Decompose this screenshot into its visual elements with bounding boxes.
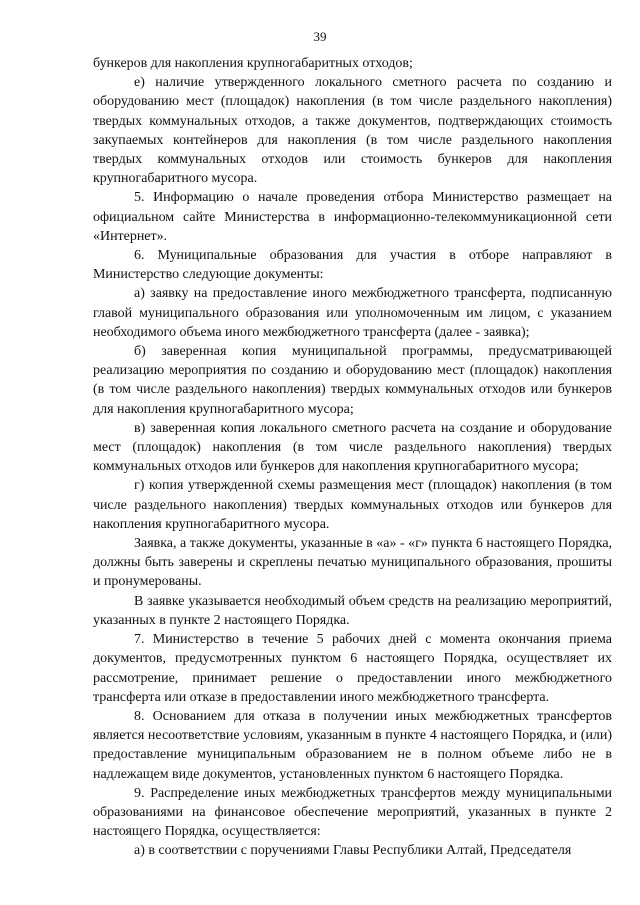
paragraph-funding-amount: В заявке указывается необходимый объем средств на реализацию мероприятий, указанных в пункте 2 настоящего Порядка. (93, 593, 612, 628)
paragraph-8: 8. Основанием для отказа в получении иных межбюджетных трансфертов является несоответствие условиям, указанным в пункте 4 настоящего Порядка, и (или) предоставление муниципальным образованием не в полном объеме либо не в надлежащем виде документов, установленных пунктом 6 настоящего Порядка. (93, 708, 612, 782)
paragraph-6a: а) заявку на предоставление иного межбюджетного трансферта, подписанную главой муниципального образования или уполномоченным им лицом, с указанием необходимого объема иного межбюджетного трансферта (далее - заявка); (93, 286, 612, 340)
paragraph-9a: а) в соответствии с поручениями Главы Республики Алтай, Председателя (134, 843, 572, 859)
document-body (93, 54, 612, 861)
continued-paragraph: бункеров для накопления крупногабаритных отходов; (93, 56, 413, 71)
paragraph-9: 9. Распределение иных межбюджетных трансфертов между муниципальными образованиями на финансовое обеспечение мероприятий, указанных в пункте 2 настоящего Порядка, осуществляется: (93, 785, 612, 840)
paragraph-item-e: е) наличие утвержденного локального сметного расчета по созданию и оборудованию мест (площадок) накопления (в том числе раздельного накопления) твердых коммунальных отходов, а также документов, подтверждающих стоимость закупаемых контейнеров для накопления (в том числе раздельного накопления твердых коммунальных отходов или стоимость бункеров для накопления крупногабаритного мусора. (93, 75, 612, 187)
paragraph-7: 7. Министерство в течение 5 рабочих дней с момента окончания приема документов, предусмотренных пунктом 6 настоящего Порядка, осуществляет их рассмотрение, принимает решение о предоставлении иного межбюджетного трансферта или отказе в предоставлении иного межбюджетного трансферта. (93, 632, 612, 705)
paragraph-6b: б) заверенная копия муниципальной программы, предусматривающей реализацию мероприятия по созданию и оборудованию мест (площадок) накопления (в том числе раздельного накопления) твердых коммунальных отходов или бункеров для накопления крупногабаритного мусора; (93, 344, 612, 417)
paragraph-application-requirements: Заявка, а также документы, указанные в «а» - «г» пункта 6 настоящего Порядка, должны быть заверены и скреплены печатью муниципального образования, прошиты и пронумерованы. (93, 536, 612, 590)
paragraph-6v: в) заверенная копия локального сметного расчета на создание и оборудование мест (площадок) накопления (в том числе раздельного накопления) твердых коммунальных отходов или бункеров для накопления крупногабаритного мусора; (93, 420, 612, 475)
paragraph-6: 6. Муниципальные образования для участия в отборе направляют в Министерство следующие документы: (93, 248, 612, 283)
paragraph-5: 5. Информацию о начале проведения отбора Министерство размещает на официальном сайте Министерства в информационно-телекоммуникационной сети «Интернет». (93, 190, 612, 244)
page-number: 39 (313, 29, 327, 44)
paragraph-6g: г) копия утвержденной схемы размещения мест (площадок) накопления (в том числе раздельного накопления) твердых коммунальных отходов или бункеров для накопления крупногабаритного мусора. (93, 478, 612, 532)
